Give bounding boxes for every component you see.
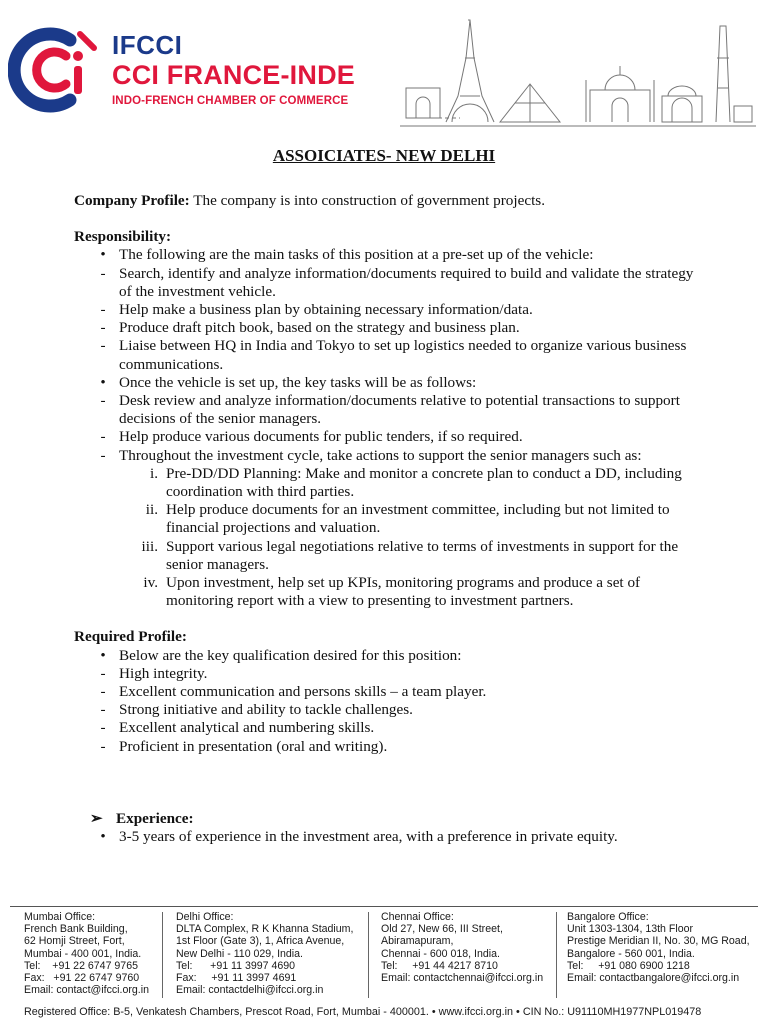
list-marker: - (100, 301, 106, 319)
list-item (74, 701, 694, 719)
list-item-text: Search, identify and analyze information/documents required to build and validate the strategy of the investment vehicle. (119, 264, 694, 300)
list-item-text: The following are the main tasks of this position at a pre-set up of the vehicle: (119, 246, 594, 264)
ifcci-logo-icon (8, 22, 104, 118)
list-item-text: Help make a business plan by obtaining necessary information/data. (119, 301, 533, 319)
list-marker: • (100, 646, 106, 664)
list-item (74, 828, 694, 846)
list-marker: - (100, 719, 106, 737)
list-item (74, 647, 694, 665)
office-bangalore (567, 911, 750, 984)
letterhead (0, 0, 768, 140)
list-marker: - (100, 319, 106, 337)
list-marker: - (100, 392, 106, 410)
list-marker: - (100, 264, 106, 282)
company-profile-label: Company Profile: (74, 192, 190, 209)
responsibility-heading: Responsibility: (74, 228, 172, 246)
list-item-text: Below are the key qualification desired for this position: (119, 646, 462, 664)
list-item-text: Desk review and analyze information/documents relative to potential transactions to support decisions of the senior managers. (119, 392, 680, 428)
list-item (74, 319, 694, 337)
list-item-text: Help produce documents for an investment committee, including but not limited to financial projections and valuation. (166, 501, 670, 537)
list-item-text: Strong initiative and ability to tackle challenges. (119, 701, 413, 719)
list-marker: - (100, 664, 106, 682)
list-item (74, 719, 694, 737)
list-item-text: Once the vehicle is set up, the key tasks will be as follows: (119, 373, 477, 391)
list-item (74, 665, 694, 683)
list-item-text: Produce draft pitch book, based on the strategy and business plan. (119, 319, 520, 337)
office-lines: Bangalore Office: Unit 1303-1304, 13th Floor Prestige Meridian II, No. 30, MG Road, Bangalore - 560 001, India. Tel: +91 080 6900 1218 Email: contactbangalore@ifcci.org.in (567, 911, 750, 985)
required-profile-heading: Required Profile: (74, 628, 187, 646)
list-item (74, 337, 694, 373)
company-profile (74, 192, 694, 210)
list-marker: i. (149, 464, 158, 482)
list-item (74, 447, 694, 465)
list-item-text: Liaise between HQ in India and Tokyo to set up logistics needed to organize various business communications. (119, 337, 687, 373)
list-marker: - (100, 446, 106, 464)
list-item (74, 501, 694, 537)
list-marker: - (100, 737, 106, 755)
footer-separator (162, 912, 163, 998)
office-mumbai (24, 911, 149, 996)
document-body (74, 192, 694, 846)
responsibility-list (74, 246, 694, 464)
registered-office: Registered Office: B-5, Venkatesh Chambers, Prescot Road, Fort, Mumbai - 400001. • www.ifcci.org.in • CIN No.: U91110MH1977NPL019478 (24, 1006, 702, 1018)
brand-tagline: INDO-FRENCH CHAMBER OF COMMERCE (112, 95, 349, 107)
list-item-text: 3-5 years of experience in the investment area, with a preference in private equity. (119, 828, 618, 846)
list-item (74, 428, 694, 446)
footer (0, 896, 768, 1024)
list-marker: - (100, 337, 106, 355)
list-item-text: High integrity. (119, 664, 208, 682)
list-item (74, 374, 694, 392)
document-title: ASSOICIATES- NEW DELHI (272, 146, 496, 165)
list-item (74, 574, 694, 610)
list-item (74, 301, 694, 319)
list-item-text: Excellent communication and persons skills – a team player. (119, 683, 487, 701)
list-item-text: Proficient in presentation (oral and writing). (119, 737, 388, 755)
office-lines: Mumbai Office: French Bank Building, 62 Homji Street, Fort, Mumbai - 400 001, India. Tel: +91 22 6747 9765 Fax: +91 22 6747 9760 Email: contact@ifcci.org.in (24, 911, 149, 997)
footer-divider (10, 906, 758, 907)
list-item-text: Support various legal negotiations relative to terms of investments in support for the senior managers. (166, 537, 679, 573)
list-marker: iv. (143, 574, 158, 592)
list-item (74, 265, 694, 301)
company-profile-text: The company is into construction of government projects. (189, 192, 546, 209)
list-item-text: Help produce various documents for public tenders, if so required. (119, 428, 523, 446)
list-marker: • (100, 828, 106, 846)
experience-heading (74, 810, 694, 828)
office-lines: Chennai Office: Old 27, New 66, III Street, Abiramapuram, Chennai - 600 018, India. Tel: +91 44 4217 8710 Email: contactchennai@ifcci.org.in (381, 911, 544, 985)
arrow-bullet-icon: ➢ (90, 809, 103, 827)
list-marker: - (100, 683, 106, 701)
list-item (74, 392, 694, 428)
list-item (74, 683, 694, 701)
footer-separator (368, 912, 369, 998)
list-item (74, 465, 694, 501)
brand-name: IFCCI (112, 30, 183, 60)
office-lines: Delhi Office: DLTA Complex, R K Khanna Stadium, 1st Floor (Gate 3), 1, Africa Avenue, New Delhi - 110 029, India. Tel: +91 11 3997 4690 Fax: +91 11 3997 4691 Email: contactdelhi@ifcci.org.in (176, 911, 354, 997)
list-marker: iii. (141, 537, 158, 555)
list-marker: • (100, 373, 106, 391)
list-item (74, 538, 694, 574)
list-item (74, 246, 694, 264)
list-item-text: Upon investment, help set up KPIs, monitoring programs and produce a set of monitoring report with a view to presenting to investment partners. (166, 574, 641, 610)
required-profile-list (74, 647, 694, 756)
list-marker: • (100, 246, 106, 264)
list-item-text: Pre-DD/DD Planning: Make and monitor a concrete plan to conduct a DD, including coordination with third parties. (166, 464, 682, 501)
responsibility-sub-list (74, 465, 694, 611)
list-marker: - (100, 701, 106, 719)
list-item-text: Throughout the investment cycle, take actions to support the senior managers such as: (119, 446, 642, 464)
list-marker: ii. (145, 501, 158, 519)
office-delhi (176, 911, 353, 996)
list-marker: - (100, 428, 106, 446)
brand-subtitle: CCI FRANCE-INDE (112, 60, 355, 90)
paris-india-skyline-icon (400, 18, 756, 130)
experience-label: Experience: (116, 809, 194, 827)
footer-separator (556, 912, 557, 998)
experience-list (74, 828, 694, 846)
office-chennai (381, 911, 543, 984)
list-item (74, 738, 694, 756)
list-item-text: Excellent analytical and numbering skills. (119, 719, 375, 737)
